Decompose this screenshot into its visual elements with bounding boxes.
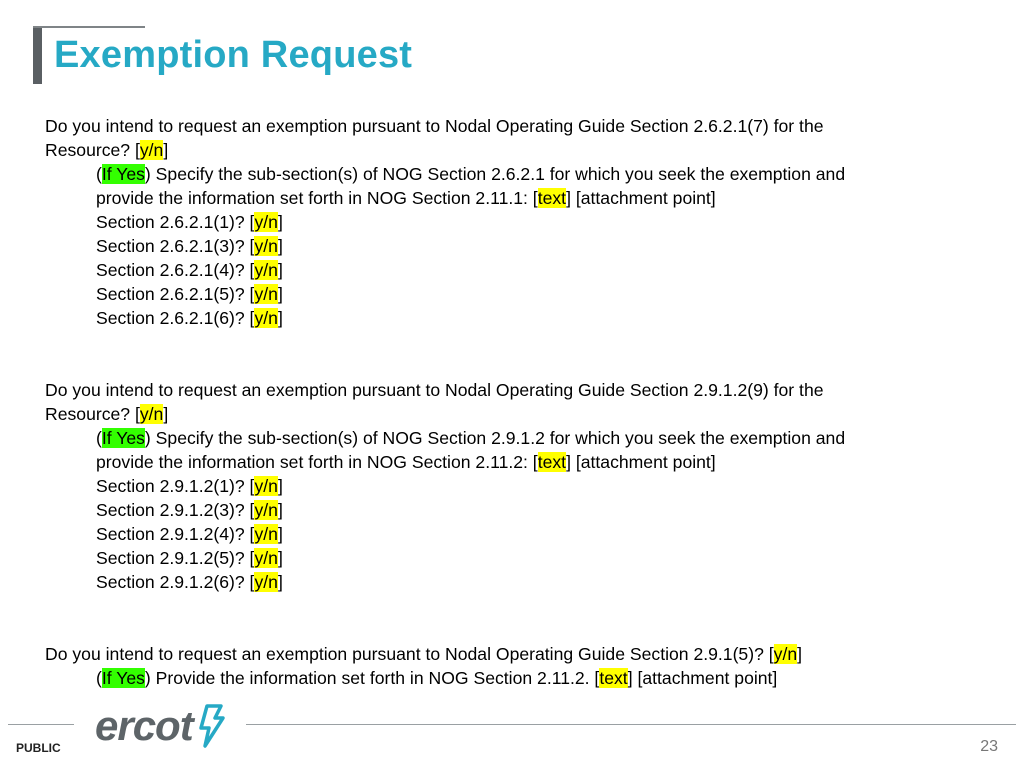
section-item <box>45 498 985 522</box>
yn-field[interactable]: y/n <box>139 140 164 160</box>
bracket: ] <box>163 140 169 160</box>
text-field[interactable]: text <box>599 668 628 688</box>
bracket: ] <box>277 500 283 520</box>
paren: ( <box>96 164 102 184</box>
bracket: ] <box>277 236 283 256</box>
section-item <box>45 234 985 258</box>
yn-field[interactable]: y/n <box>773 644 798 664</box>
if-yes-tag: If Yes <box>101 428 145 448</box>
yn-field[interactable]: y/n <box>254 308 278 328</box>
section-label: Section 2.9.1.2(5)? [ <box>96 548 255 568</box>
followup-text: provide the information set forth in NOG Section 2.11.2: [ <box>96 452 538 472</box>
section-item <box>45 282 985 306</box>
followup-text: ) Specify the sub-section(s) of NOG Section 2.6.2.1 for which you seek the exemption and <box>144 164 846 184</box>
followup-text: ) Specify the sub-section(s) of NOG Section 2.9.1.2 for which you seek the exemption and <box>144 428 846 448</box>
if-yes-tag: If Yes <box>101 164 145 184</box>
footer-rule-right <box>246 724 1016 725</box>
attachment-text: ] [attachment point] <box>627 668 778 688</box>
section-item <box>45 258 985 282</box>
page-number: 23 <box>980 738 998 755</box>
bracket: ] <box>277 260 283 280</box>
followup-line <box>45 450 985 474</box>
section-label: Section 2.6.2.1(5)? [ <box>96 284 255 304</box>
slide-title: Exemption Request <box>54 34 413 76</box>
section-item <box>45 474 985 498</box>
text-field[interactable]: text <box>537 452 567 472</box>
if-yes-tag: If Yes <box>101 668 145 688</box>
followup-text: provide the information set forth in NOG Section 2.11.1: [ <box>96 188 538 208</box>
section-label: Section 2.9.1.2(4)? [ <box>96 524 255 544</box>
question-line <box>45 114 985 138</box>
question-text: Resource? [ <box>45 140 140 160</box>
yn-field[interactable]: y/n <box>254 476 278 496</box>
yn-field[interactable]: y/n <box>139 404 164 424</box>
section-item <box>45 210 985 234</box>
yn-field[interactable]: y/n <box>254 284 278 304</box>
paren: ( <box>96 428 102 448</box>
exemption-block-2-9-1-5 <box>45 642 985 690</box>
yn-field[interactable]: y/n <box>254 212 278 232</box>
section-label: Section 2.6.2.1(6)? [ <box>96 308 255 328</box>
section-label: Section 2.6.2.1(3)? [ <box>96 236 255 256</box>
section-label: Section 2.9.1.2(6)? [ <box>96 572 255 592</box>
attachment-text: ] [attachment point] <box>566 452 716 472</box>
bracket: ] <box>277 548 283 568</box>
section-item <box>45 570 985 594</box>
bracket: ] <box>277 572 283 592</box>
followup-line <box>45 426 985 450</box>
question-line <box>45 138 985 162</box>
yn-field[interactable]: y/n <box>254 524 278 544</box>
bracket: ] <box>277 476 283 496</box>
section-label: Section 2.6.2.1(1)? [ <box>96 212 255 232</box>
followup-line <box>45 186 985 210</box>
text-field[interactable]: text <box>537 188 567 208</box>
question-line <box>45 642 985 666</box>
exemption-block-2-6-2-1-7 <box>45 114 985 330</box>
yn-field[interactable]: y/n <box>254 260 278 280</box>
title-accent-bar <box>33 28 42 84</box>
question-text: Do you intend to request an exemption pursuant to Nodal Operating Guide Section 2.9.1(5)? [ <box>45 644 774 664</box>
logo-wordmark: ercot <box>95 702 193 749</box>
ercot-logo <box>95 700 225 752</box>
bracket: ] <box>163 404 169 424</box>
section-label: Section 2.9.1.2(3)? [ <box>96 500 255 520</box>
section-item <box>45 522 985 546</box>
question-text: Do you intend to request an exemption pursuant to Nodal Operating Guide Section 2.9.1.2(9) for the <box>45 380 824 400</box>
section-item <box>45 306 985 330</box>
bracket: ] <box>277 308 283 328</box>
section-item <box>45 546 985 570</box>
yn-field[interactable]: y/n <box>254 236 278 256</box>
bracket: ] <box>797 644 803 664</box>
followup-line <box>45 162 985 186</box>
question-line <box>45 378 985 402</box>
paren: ( <box>96 668 102 688</box>
bracket: ] <box>277 524 283 544</box>
bracket: ] <box>277 212 283 232</box>
slide-content <box>45 114 985 690</box>
attachment-text: ] [attachment point] <box>566 188 716 208</box>
followup-line <box>45 666 985 690</box>
yn-field[interactable]: y/n <box>254 500 278 520</box>
classification-label: PUBLIC <box>16 741 61 755</box>
bracket: ] <box>277 284 283 304</box>
followup-text: ) Provide the information set forth in NOG Section 2.11.2. [ <box>144 668 600 688</box>
lightning-bolt-icon <box>195 702 225 750</box>
footer-rule-left <box>8 724 74 725</box>
question-text: Resource? [ <box>45 404 140 424</box>
yn-field[interactable]: y/n <box>254 548 278 568</box>
yn-field[interactable]: y/n <box>254 572 278 592</box>
section-label: Section 2.9.1.2(1)? [ <box>96 476 255 496</box>
question-line <box>45 402 985 426</box>
title-rule <box>33 26 145 28</box>
exemption-block-2-9-1-2-9 <box>45 378 985 594</box>
section-label: Section 2.6.2.1(4)? [ <box>96 260 255 280</box>
question-text: Do you intend to request an exemption pursuant to Nodal Operating Guide Section 2.6.2.1(7) for the <box>45 116 824 136</box>
